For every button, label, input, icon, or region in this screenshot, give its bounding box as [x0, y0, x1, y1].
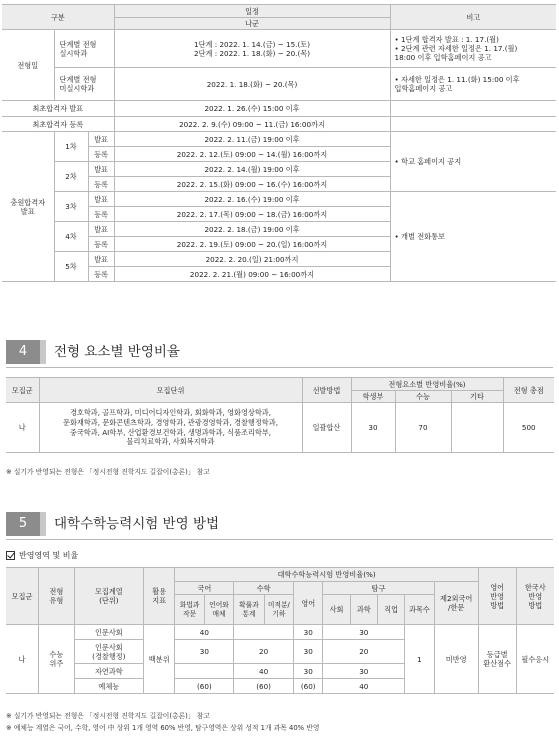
csat-table	[6, 567, 554, 694]
header-korean-media	[204, 595, 233, 625]
english-value: 30	[294, 664, 323, 679]
field-value: 예체능	[74, 679, 143, 694]
header-method: 선발방법	[302, 378, 351, 403]
round-register-date: 2022. 2. 15.(화) 09:00 ~ 16.(수) 16:00까지	[114, 177, 390, 192]
header-foreign-text: 제2외국어 /한문	[440, 594, 473, 612]
additional-label	[2, 132, 54, 282]
round-announce-date: 2022. 2. 20.(일) 21:00까지	[114, 252, 390, 267]
row-label-text: 단계별 전형 실시학과	[59, 39, 97, 58]
group-value: 나	[6, 403, 39, 453]
korean-value: 30	[175, 640, 234, 664]
header-csat: 수능	[395, 391, 451, 403]
footnote: ※ 예체능 계열은 국어, 수학, 영어 中 상위 1개 영역 60% 반영, 탐구영역은 상위 성적 1개 과목 40% 반영	[6, 724, 320, 732]
additional-label-text: 충원합격자 발표	[10, 197, 46, 216]
inquiry-value: 30	[323, 664, 405, 679]
header-total: 전형 총점	[503, 378, 554, 403]
round-register-date: 2022. 2. 12.(토) 09:00 ~ 14.(월) 16:00까지	[114, 147, 390, 162]
history-method-value: 필수응시	[516, 625, 554, 694]
round-announce-date: 2022. 2. 11.(금) 19:00 이후	[114, 132, 390, 147]
total-value: 500	[503, 403, 554, 453]
english-value: 30	[294, 640, 323, 664]
header-korean: 국어	[175, 582, 234, 595]
round-label: 1차	[54, 132, 88, 162]
section-divider	[6, 539, 553, 540]
section-5-header	[6, 512, 553, 536]
row-note	[390, 30, 556, 68]
header-inquiry: 탐구	[323, 582, 434, 595]
section-number: 4	[6, 340, 40, 364]
field-value: 자연과학	[74, 664, 143, 679]
checkbox-heading-label: 반영영역 및 비율	[19, 550, 79, 560]
header-type-text: 전형 유형	[49, 587, 64, 605]
inquiry-value: 40	[323, 679, 405, 694]
header-english: 영어	[294, 582, 323, 625]
header-math-probability	[234, 595, 264, 625]
first-announce-date: 2022. 1. 26.(수) 15:00 이후	[114, 101, 390, 117]
inquiry-value: 30	[323, 625, 405, 640]
english-method-value	[478, 625, 516, 694]
round-register-date: 2022. 2. 21.(월) 09:00 ~ 16:00까지	[114, 267, 390, 282]
round-register-date: 2022. 2. 17.(목) 09:00 ~ 18.(금) 16:00까지	[114, 207, 390, 222]
field-value: 인문사회	[74, 625, 143, 640]
other-value	[451, 403, 503, 453]
register-label: 등록	[88, 267, 114, 282]
english-method-text: 등급별 환산점수	[483, 650, 512, 668]
row-date-text: 2022. 1. 18.(화) ~ 20.(목)	[206, 79, 298, 89]
row-date	[114, 68, 390, 101]
header-ratio: 대학수학능력시험 반영비율(%)	[175, 568, 478, 582]
register-label: 등록	[88, 207, 114, 222]
header-social: 사회	[323, 595, 350, 625]
first-announce-note	[390, 101, 556, 117]
units-cell	[39, 403, 302, 453]
header-index	[143, 568, 174, 625]
korean-value: (60)	[175, 679, 234, 694]
type-value-text: 수능 위주	[49, 650, 64, 668]
note-web: • 학교 홈페이지 공지	[390, 132, 556, 192]
field-value-text: 인문사회 (경찰행정)	[92, 642, 126, 661]
header-korean-media-text: 언어와 매체	[209, 601, 229, 618]
row-note-text: • 1단계 합격자 발표 : 1. 17.(월) • 2단계 관련 자세한 일정은 1. 17.(월) 18:00 이후 입학홈페이지 공고	[394, 35, 518, 62]
round-announce-date: 2022. 2. 18.(금) 19:00 이후	[114, 222, 390, 237]
checkbox-checked-icon	[6, 551, 15, 560]
header-category: 구분	[2, 5, 114, 30]
note-phone: • 개별 전화통보	[390, 192, 556, 282]
korean-value: 40	[175, 625, 234, 640]
first-register-label: 최초합격자 등록	[2, 117, 114, 132]
method-value: 일괄합산	[302, 403, 351, 453]
round-label: 3차	[54, 192, 88, 222]
footnote: ※ 실기가 반영되는 전형은 「정시전형 진학지도 길잡이(총론)」 참고	[6, 468, 210, 476]
header-history-method-text: 한국사 반영 방법	[524, 582, 546, 610]
foreign-value: 미반영	[434, 625, 478, 694]
round-label: 2차	[54, 162, 88, 192]
ratio-table	[6, 377, 554, 453]
announce-label: 발표	[88, 252, 114, 267]
math-value	[234, 625, 294, 640]
header-other: 기타	[451, 391, 503, 403]
header-english-method	[478, 568, 516, 625]
row-date	[114, 30, 390, 68]
checkbox-heading	[6, 549, 78, 561]
header-vocational: 직업	[377, 595, 404, 625]
header-math-probability-text: 확률과 통계	[239, 601, 259, 618]
english-value: (60)	[294, 679, 323, 694]
row-label	[54, 68, 114, 101]
header-schedule: 일정	[114, 5, 390, 18]
announce-label: 발표	[88, 222, 114, 237]
math-value: (60)	[234, 679, 294, 694]
announce-label: 발표	[88, 162, 114, 177]
register-label: 등록	[88, 147, 114, 162]
inquiry-value: 20	[323, 640, 405, 664]
announce-label: 발표	[88, 132, 114, 147]
index-value: 백분위	[143, 625, 174, 694]
english-value: 30	[294, 625, 323, 640]
section-tab-accent	[40, 340, 46, 364]
header-school-record: 학생부	[351, 391, 395, 403]
subject-count-value: 1	[405, 625, 434, 694]
round-label: 5차	[54, 252, 88, 282]
row-label-text: 단계별 전형 미실시학과	[59, 75, 97, 93]
header-field-text: 모집계열 (단위)	[94, 587, 123, 605]
section-title: 전형 요소별 반영비율	[54, 344, 180, 360]
row-date-text: 1단계 : 2022. 1. 14.(금) ~ 15.(토) 2단계 : 2022. 1. 18.(화) ~ 20.(목)	[194, 39, 311, 58]
schedule-table	[2, 4, 556, 282]
section-number: 5	[6, 512, 40, 536]
first-register-date: 2022. 2. 9.(수) 09:00 ~ 11.(금) 16:00까지	[114, 117, 390, 132]
first-register-note	[390, 117, 556, 132]
math-value: 20	[234, 640, 294, 664]
header-ratio: 전형요소별 반영비율(%)	[351, 378, 503, 391]
math-value: 40	[234, 664, 294, 679]
round-label: 4차	[54, 222, 88, 252]
header-science: 과학	[350, 595, 377, 625]
header-subject-count: 과목수	[405, 595, 434, 625]
round-register-date: 2022. 2. 19.(토) 09:00 ~ 20.(일) 16:00까지	[114, 237, 390, 252]
header-type	[39, 568, 75, 625]
header-unit: 모집단위	[39, 378, 302, 403]
header-foreign	[434, 582, 478, 625]
register-label: 등록	[88, 237, 114, 252]
footnote: ※ 실기가 반영되는 전형은 「정시전형 진학지도 길잡이(총론)」 참고	[6, 712, 210, 720]
register-label: 등록	[88, 177, 114, 192]
header-note: 비고	[390, 5, 556, 30]
header-english-method-text: 영어 반영 방법	[490, 582, 505, 610]
group-value: 나	[6, 625, 39, 694]
header-group: 모집군	[6, 568, 39, 625]
round-announce-date: 2022. 2. 14.(월) 19:00 이후	[114, 162, 390, 177]
header-korean-speech-text: 화법과 작문	[179, 601, 200, 618]
section-tab-accent	[40, 512, 46, 536]
field-value	[74, 640, 143, 664]
header-math: 수학	[234, 582, 294, 595]
csat-value: 70	[395, 403, 451, 453]
units-text: 경호학과, 골프학과, 미디어디자인학과, 회화학과, 영화영상학과, 문화재학과, 문화콘텐츠학과, 경영학과, 관광경영학과, 경찰행정학과, 중국학과, AI학부, 산업환경보건학과, 생명과학과, 식품조리학부, 물리치료학과, 사회복지학과	[63, 408, 278, 447]
korean-value	[175, 664, 234, 679]
header-math-calculus-text: 미적분/ 기하	[267, 601, 290, 618]
first-announce-label: 최초합격자 발표	[2, 101, 114, 117]
round-announce-date: 2022. 2. 16.(수) 19:00 이후	[114, 192, 390, 207]
header-math-calculus	[264, 595, 293, 625]
row-label	[54, 30, 114, 68]
announce-label: 발표	[88, 192, 114, 207]
header-index-text: 활용 지표	[152, 587, 167, 605]
section-4-header	[6, 340, 553, 364]
header-group: 모집군	[6, 378, 39, 403]
header-history-method	[516, 568, 554, 625]
admission-label: 전형일	[2, 30, 54, 101]
school-value: 30	[351, 403, 395, 453]
type-value	[39, 625, 75, 694]
header-group: 나군	[114, 18, 390, 30]
section-divider	[6, 367, 553, 368]
row-note-text: • 자세한 일정은 1. 11.(화) 15:00 이후 입학홈페이지 공고	[394, 75, 520, 93]
row-note	[390, 68, 556, 101]
header-field	[74, 568, 143, 625]
header-korean-speech	[175, 595, 204, 625]
section-title: 대학수학능력시험 반영 방법	[54, 516, 220, 532]
